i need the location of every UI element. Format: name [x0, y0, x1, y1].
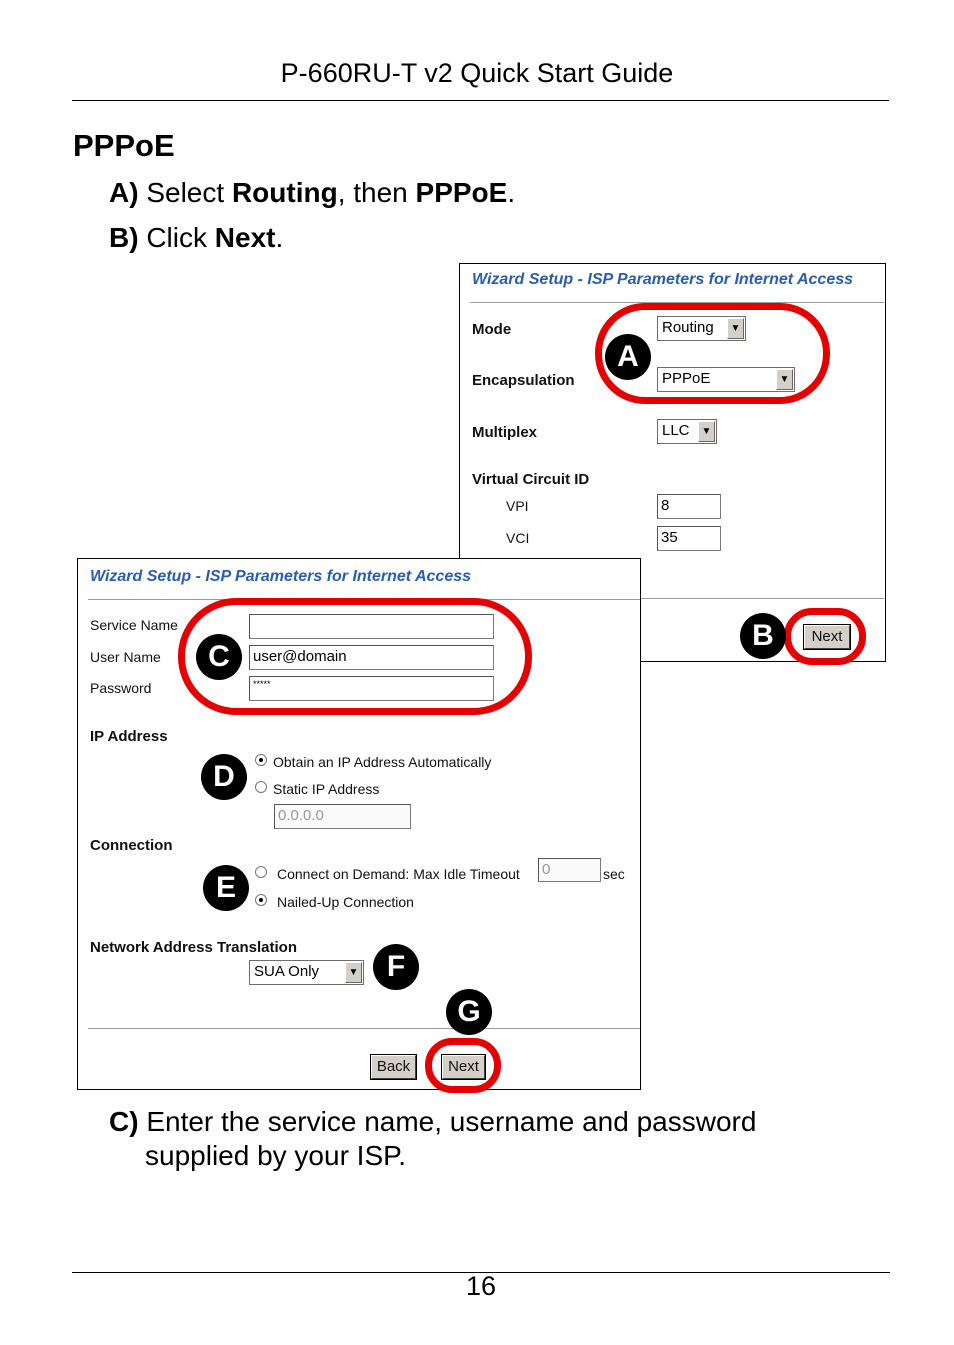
encapsulation-select-value: PPPoE	[662, 370, 711, 387]
radio-static-ip[interactable]	[255, 781, 267, 793]
panel1-title: Wizard Setup - ISP Parameters for Internet Access	[472, 271, 854, 288]
static-ip-label: Static IP Address	[273, 781, 380, 797]
page-number: 16	[465, 1271, 497, 1301]
step-a-text1: Select	[138, 177, 232, 208]
radio-nailed-up[interactable]	[255, 894, 267, 906]
nat-select-value: SUA Only	[254, 963, 320, 980]
connect-on-demand-label: Connect on Demand: Max Idle Timeout	[277, 866, 520, 882]
step-a	[109, 177, 515, 209]
vpi-input[interactable]: 8	[657, 494, 721, 519]
multiplex-select[interactable]	[657, 419, 717, 444]
highlight-next-panel2	[425, 1038, 501, 1093]
radio-obtain-ip-auto[interactable]	[255, 754, 267, 766]
back-button[interactable]: Back	[371, 1055, 416, 1079]
panel2-title: Wizard Setup - ISP Parameters for Internet Access	[90, 568, 472, 585]
header-rule	[72, 100, 889, 101]
vpi-label: VPI	[506, 498, 529, 514]
radio-connect-on-demand[interactable]	[255, 866, 267, 878]
ip-address-label: IP Address	[90, 728, 168, 745]
step-b-text2: .	[275, 222, 284, 253]
callout-e: E	[203, 865, 249, 911]
vci-input[interactable]: 35	[657, 526, 721, 551]
page-header: P-660RU-T v2 Quick Start Guide	[280, 58, 674, 88]
step-b-bold1: Next	[214, 222, 276, 253]
nat-select[interactable]	[249, 960, 364, 985]
callout-d: D	[201, 754, 247, 800]
step-c-prefix: C)	[109, 1106, 139, 1137]
next-button-panel2[interactable]: Next	[442, 1055, 485, 1079]
nat-label: Network Address Translation	[90, 939, 297, 956]
encapsulation-label: Encapsulation	[472, 372, 575, 389]
section-title: PPPoE	[73, 128, 175, 163]
multiplex-label: Multiplex	[472, 424, 538, 441]
step-b-text1: Click	[138, 222, 215, 253]
step-c	[109, 1106, 756, 1138]
nailed-up-label: Nailed-Up Connection	[277, 894, 414, 910]
panel2-footer-rule	[88, 1028, 640, 1029]
chevron-down-icon: ▼	[727, 318, 744, 339]
service-name-label: Service Name	[90, 617, 178, 633]
mode-label: Mode	[472, 321, 512, 338]
step-a-bold2: PPPoE	[415, 177, 508, 208]
user-name-label: User Name	[90, 649, 161, 665]
mode-select-value: Routing	[662, 319, 714, 336]
obtain-ip-auto-label: Obtain an IP Address Automatically	[273, 754, 492, 770]
step-b-prefix: B)	[109, 222, 139, 253]
callout-f: F	[373, 944, 419, 990]
user-name-input[interactable]: user@domain	[249, 645, 494, 670]
chevron-down-icon: ▼	[776, 369, 793, 390]
next-button-panel1[interactable]: Next	[804, 625, 850, 649]
step-a-text3: .	[507, 177, 516, 208]
callout-c: C	[196, 634, 242, 680]
chevron-down-icon: ▼	[698, 421, 715, 442]
vci-label: VCI	[506, 530, 530, 546]
callout-g: G	[446, 989, 492, 1035]
idle-timeout-input[interactable]: 0	[538, 858, 601, 882]
step-a-text2: , then	[337, 177, 416, 208]
connection-label: Connection	[90, 837, 173, 854]
multiplex-select-value: LLC	[662, 422, 690, 439]
password-label: Password	[90, 680, 152, 696]
chevron-down-icon: ▼	[345, 962, 362, 983]
step-a-bold1: Routing	[231, 177, 338, 208]
password-input[interactable]: *****	[249, 676, 494, 701]
highlight-next-panel1	[784, 608, 866, 665]
virtual-circuit-id-label: Virtual Circuit ID	[472, 471, 590, 488]
callout-a: A	[605, 334, 651, 380]
idle-timeout-unit: sec	[603, 866, 625, 882]
step-c-line1: Enter the service name, username and password	[138, 1106, 757, 1137]
step-c-line2: supplied by your ISP.	[145, 1140, 406, 1171]
step-b	[109, 222, 283, 254]
callout-b: B	[740, 613, 786, 659]
static-ip-input[interactable]: 0.0.0.0	[274, 804, 411, 829]
step-a-prefix: A)	[109, 177, 139, 208]
